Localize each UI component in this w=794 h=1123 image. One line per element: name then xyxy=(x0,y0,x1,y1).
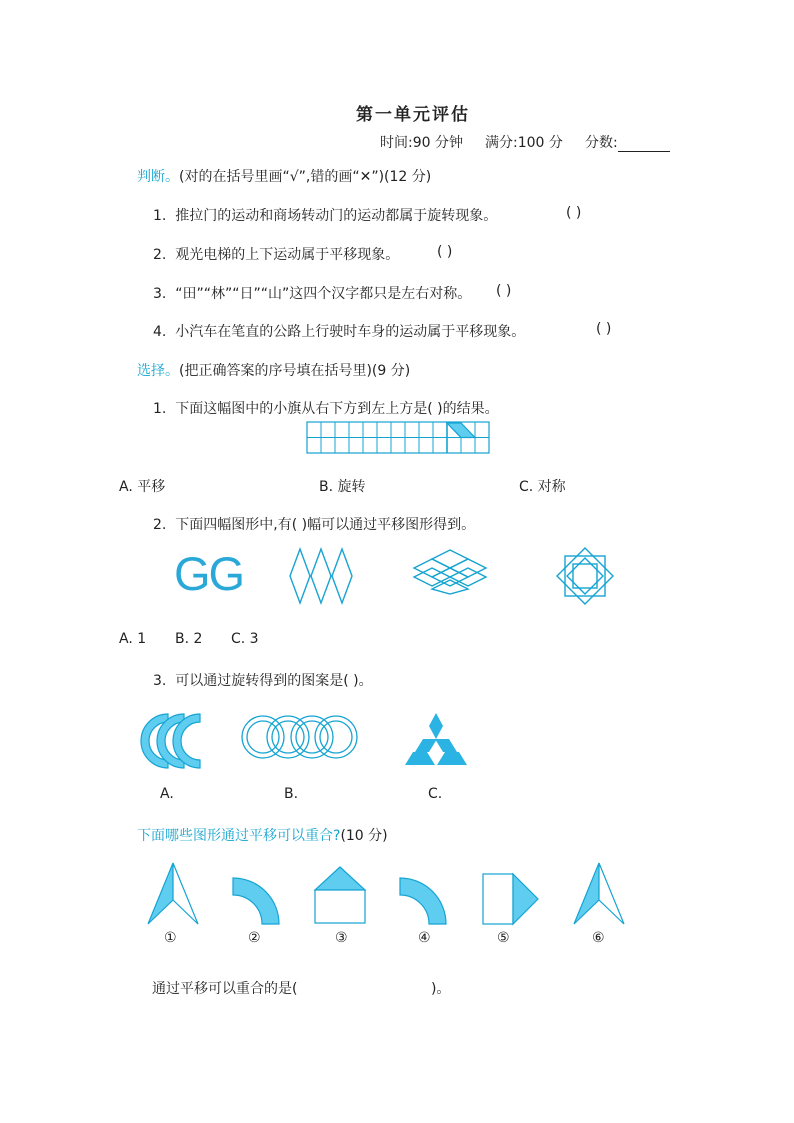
item-text: 下面这幅图中的小旗从右下方到左上方是( )的结果。 xyxy=(175,401,499,417)
shape-number-5: ⑤ xyxy=(497,930,510,946)
section1-heading xyxy=(137,166,431,186)
judge-item-4 xyxy=(153,321,525,341)
g-letters-figure: GG xyxy=(174,547,244,600)
section1-instruction: (对的在括号里画“√”,错的画“✕”)(12 分) xyxy=(179,169,432,185)
score-label: 分数: xyxy=(585,135,618,151)
judge-item-2 xyxy=(153,244,399,264)
q3-option-b[interactable]: B. xyxy=(284,786,299,802)
diamond-row-figure xyxy=(290,549,354,604)
item-number: 4. xyxy=(153,324,167,340)
answer-paren-4[interactable]: ( ) xyxy=(596,321,612,337)
choice-q3 xyxy=(153,670,373,690)
choice-q2 xyxy=(153,514,475,534)
page-title: 第一单元评估 xyxy=(356,105,470,125)
item-text: 下面四幅图形中,有( )幅可以通过平移图形得到。 xyxy=(175,517,476,533)
item-number: 2. xyxy=(153,517,167,533)
section1-label: 判断。 xyxy=(137,169,179,185)
shape-6-arrowhead xyxy=(573,862,625,926)
q1-option-c[interactable]: C. 对称 xyxy=(519,479,566,495)
full-score-label: 满分:100 分 xyxy=(485,135,563,151)
answer-paren-1[interactable]: ( ) xyxy=(566,205,582,221)
star-pattern-figure xyxy=(553,544,617,608)
item-number: 3. xyxy=(153,673,167,689)
time-label: 时间:90 分钟 xyxy=(380,135,463,151)
item-number: 1. xyxy=(153,208,167,224)
rings-pattern-figure xyxy=(240,714,358,760)
q3-option-c[interactable]: C. xyxy=(428,786,443,802)
crescent-pattern-figure xyxy=(140,712,202,770)
item-number: 1. xyxy=(153,401,167,417)
rhombus-tiling-figure xyxy=(410,550,490,600)
answer-sentence[interactable]: 通过平移可以重合的是( )。 xyxy=(152,981,451,997)
item-number: 2. xyxy=(153,247,167,263)
q2-option-c[interactable]: C. 3 xyxy=(231,631,259,647)
section3-heading xyxy=(137,825,388,845)
section2-heading xyxy=(137,360,410,380)
shape-1-arrowhead xyxy=(147,862,199,926)
item-text: 观光电梯的上下运动属于平移现象。 xyxy=(175,247,400,263)
item-text: 推拉门的运动和商场转动门的运动都属于旋转现象。 xyxy=(175,208,498,224)
shape-number-1: ① xyxy=(164,930,177,946)
answer-paren-3[interactable]: ( ) xyxy=(496,283,512,299)
judge-item-1 xyxy=(153,205,497,225)
q2-option-a[interactable]: A. 1 xyxy=(119,631,147,647)
shape-4-quarter-ring xyxy=(399,877,447,925)
shape-5-square-flag xyxy=(482,873,540,925)
q2-option-b[interactable]: B. 2 xyxy=(175,631,203,647)
score-blank[interactable] xyxy=(618,137,670,152)
section3-label: 下面哪些图形通过平移可以重合? xyxy=(137,828,341,844)
section2-label: 选择。 xyxy=(137,363,179,379)
item-number: 3. xyxy=(153,286,167,302)
shape-2-quarter-ring xyxy=(232,877,280,925)
shape-3-house xyxy=(314,866,366,924)
three-diamond-logo-figure xyxy=(405,713,467,765)
section2-instruction: (把正确答案的序号填在括号里)(9 分) xyxy=(179,363,411,379)
item-text: “田”“林”“日”“山”这四个汉字都只是左右对称。 xyxy=(175,286,472,302)
shape-number-3: ③ xyxy=(335,930,348,946)
q1-option-a[interactable]: A. 平移 xyxy=(119,479,166,495)
judge-item-3 xyxy=(153,283,471,303)
q1-option-b[interactable]: B. 旋转 xyxy=(319,479,366,495)
q3-option-a[interactable]: A. xyxy=(160,786,174,802)
score-field[interactable] xyxy=(585,132,670,152)
choice-q1 xyxy=(153,398,499,418)
item-text: 小汽车在笔直的公路上行驶时车身的运动属于平移现象。 xyxy=(175,324,526,340)
shape-number-2: ② xyxy=(248,930,261,946)
flag-grid-figure xyxy=(307,422,489,453)
section3-score: (10 分) xyxy=(340,828,388,844)
shape-number-6: ⑥ xyxy=(592,930,605,946)
item-text: 可以通过旋转得到的图案是( )。 xyxy=(175,673,373,689)
answer-paren-2[interactable]: ( ) xyxy=(437,244,453,260)
shape-number-4: ④ xyxy=(418,930,431,946)
